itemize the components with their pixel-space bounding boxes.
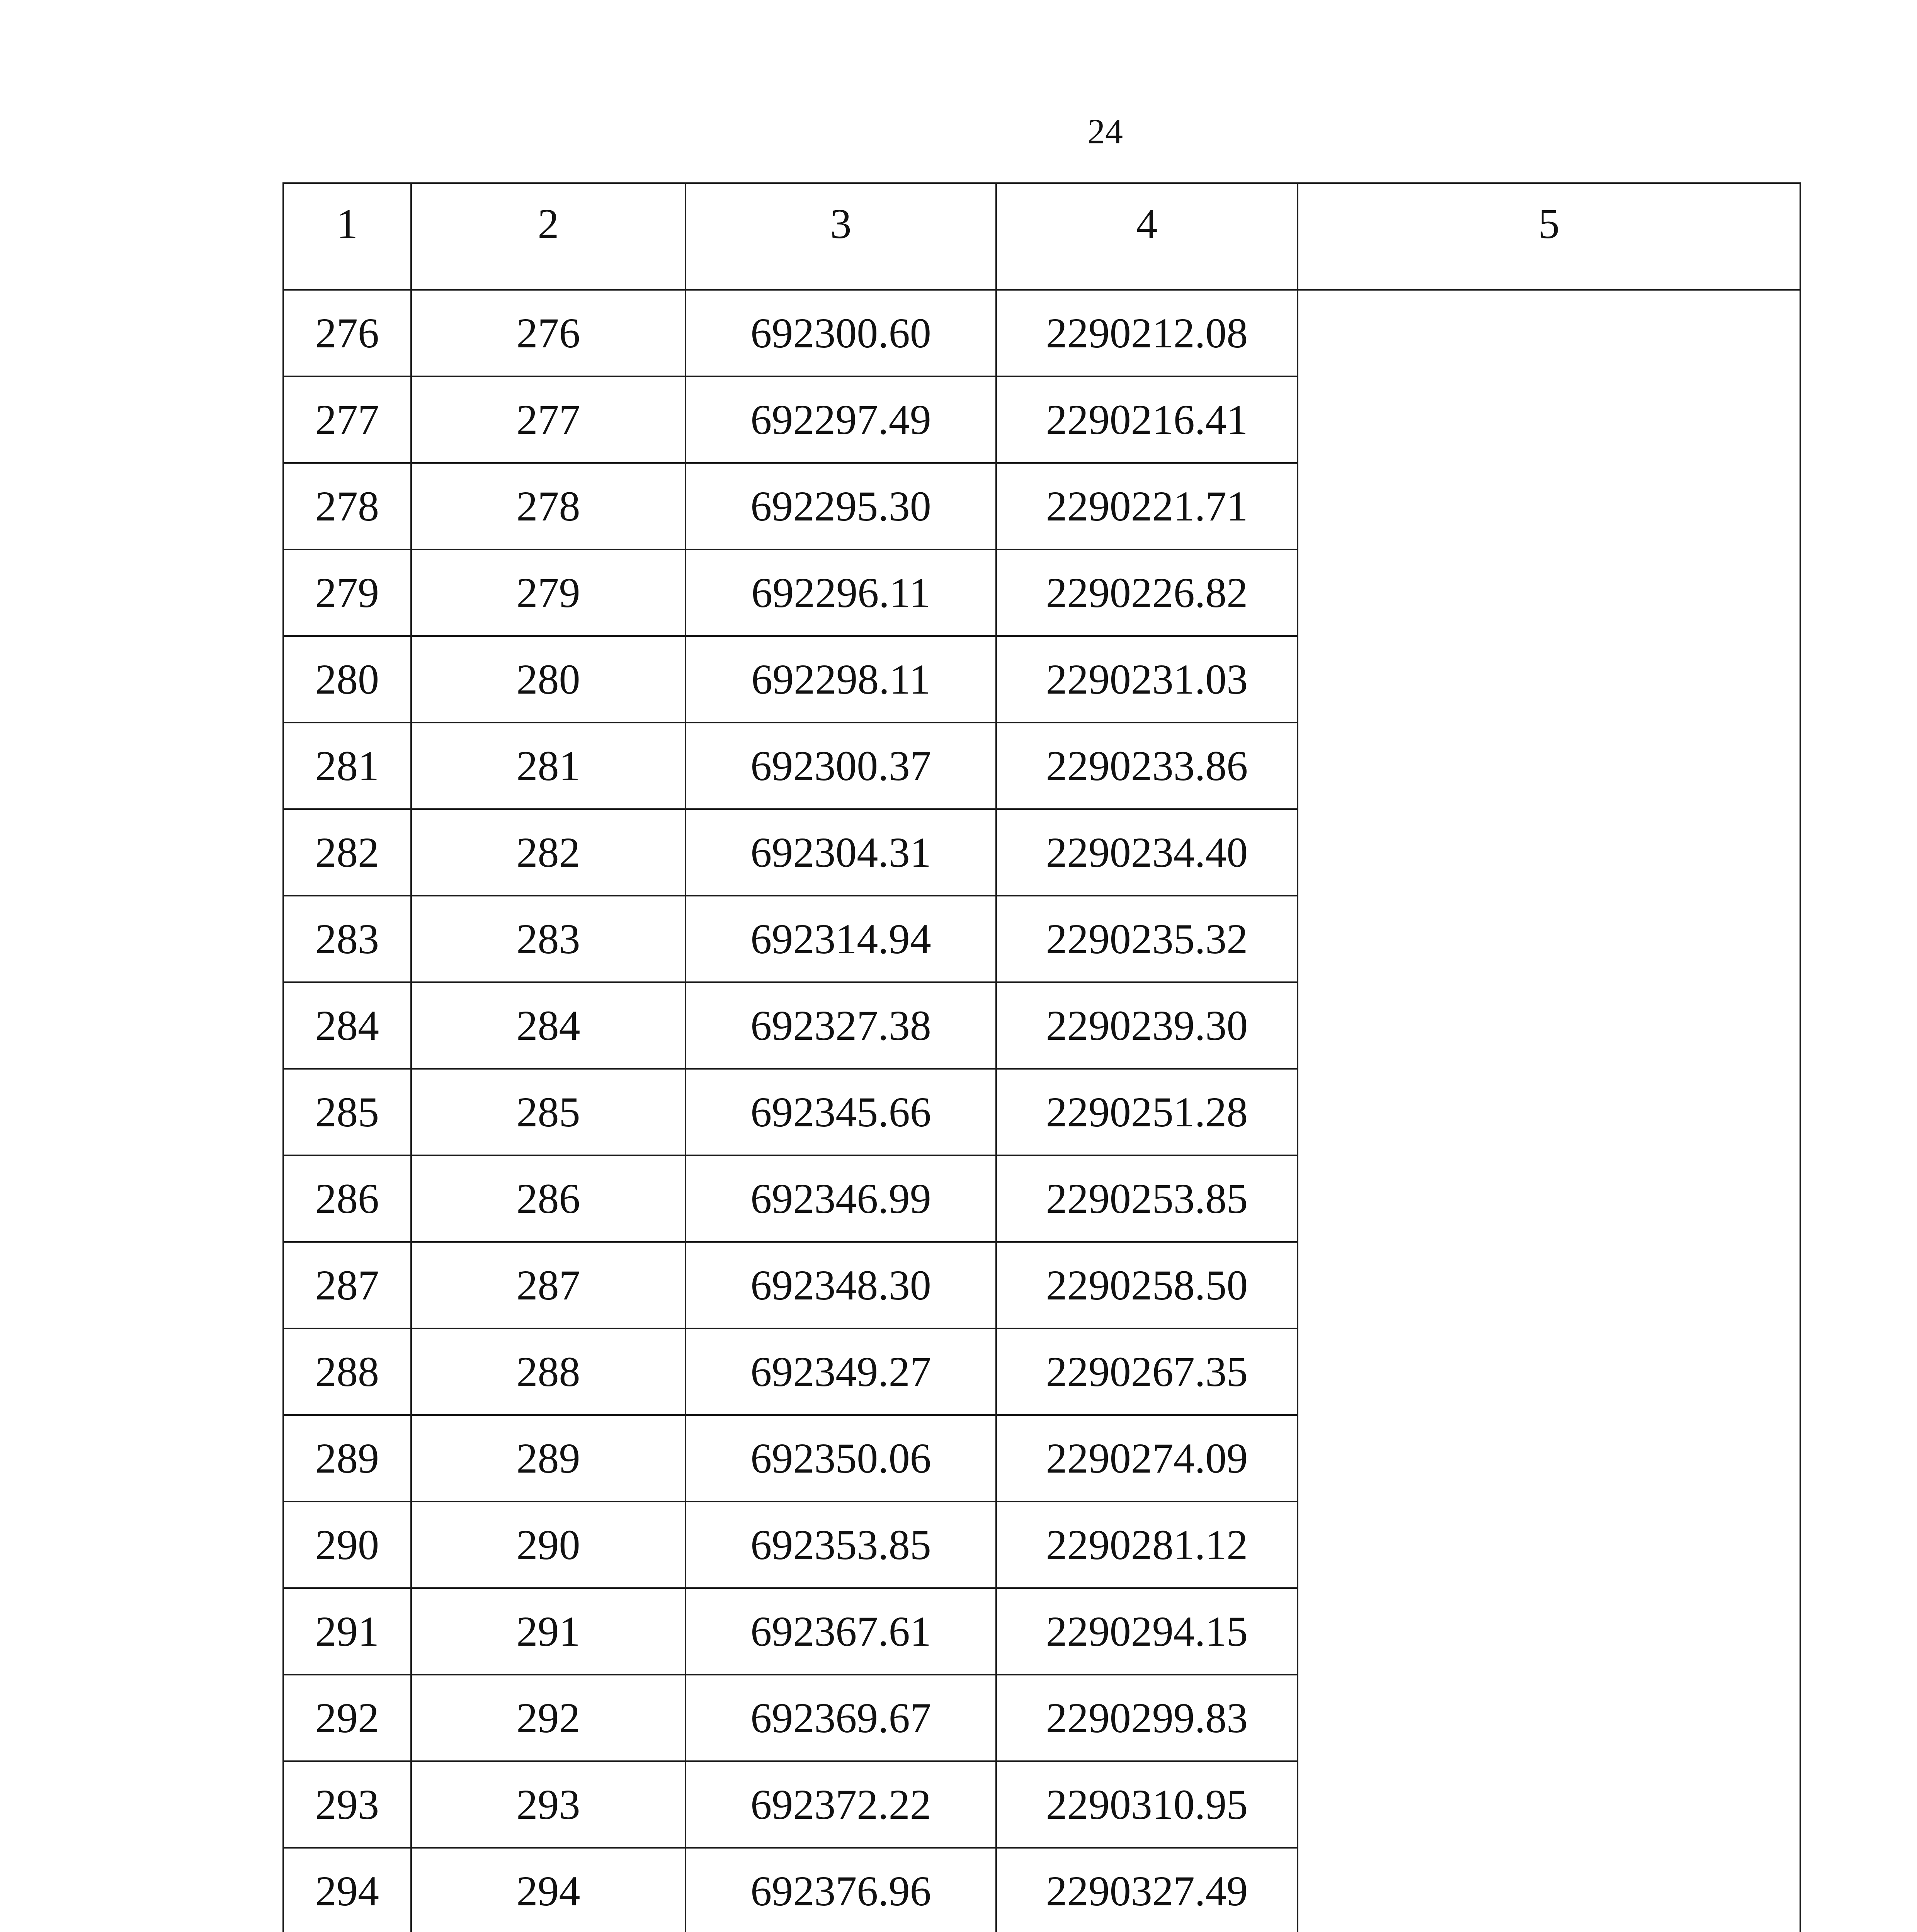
table-cell-col2: 277 [411, 376, 685, 463]
table-cell-col1: 277 [283, 376, 411, 463]
column-header-3: 3 [685, 183, 996, 290]
table-cell-col2: 286 [411, 1155, 685, 1242]
table-cell-col1: 289 [283, 1415, 411, 1502]
table-body [283, 290, 1800, 1932]
table-cell-col4: 2290221.71 [996, 463, 1298, 549]
table-cell-col3: 692327.38 [685, 982, 996, 1069]
table-cell-col4: 2290310.95 [996, 1761, 1298, 1848]
table-cell-col1: 294 [283, 1848, 411, 1932]
table-cell-col4: 2290258.50 [996, 1242, 1298, 1328]
table-cell-col2: 278 [411, 463, 685, 549]
table-cell-col4: 2290235.32 [996, 896, 1298, 982]
table-cell-col2: 281 [411, 723, 685, 809]
table-cell-col4: 2290231.03 [996, 636, 1298, 723]
table-cell-col1: 290 [283, 1502, 411, 1588]
table-cell-col2: 282 [411, 809, 685, 896]
table-cell-col3: 692300.37 [685, 723, 996, 809]
table-cell-col1: 283 [283, 896, 411, 982]
table-cell-col4: 2290274.09 [996, 1415, 1298, 1502]
table-cell-col3: 692296.11 [685, 549, 996, 636]
table-cell-col1: 284 [283, 982, 411, 1069]
table-cell-col3: 692314.94 [685, 896, 996, 982]
table-cell-col2: 285 [411, 1069, 685, 1155]
table-cell-col3: 692297.49 [685, 376, 996, 463]
table-cell-col1: 280 [283, 636, 411, 723]
table-cell-col3: 692367.61 [685, 1588, 996, 1675]
table-cell-col3: 692300.60 [685, 290, 996, 376]
table-cell-col1: 285 [283, 1069, 411, 1155]
table-cell-col4: 2290253.85 [996, 1155, 1298, 1242]
table-row [283, 290, 1800, 376]
table-cell-col3: 692346.99 [685, 1155, 996, 1242]
table-cell-col4: 2290267.35 [996, 1328, 1298, 1415]
table-cell-col4: 2290212.08 [996, 290, 1298, 376]
table-cell-col2: 279 [411, 549, 685, 636]
table-cell-col3: 692348.30 [685, 1242, 996, 1328]
table-cell-col2: 289 [411, 1415, 685, 1502]
table-cell-col4: 2290216.41 [996, 376, 1298, 463]
table-cell-col2: 288 [411, 1328, 685, 1415]
column-header-2: 2 [411, 183, 685, 290]
table-cell-col4: 2290233.86 [996, 723, 1298, 809]
table-cell-col1: 281 [283, 723, 411, 809]
table-cell-col2: 292 [411, 1675, 685, 1761]
table-cell-col4: 2290251.28 [996, 1069, 1298, 1155]
table-cell-col2: 290 [411, 1502, 685, 1588]
table-cell-col1: 276 [283, 290, 411, 376]
table-cell-col3: 692345.66 [685, 1069, 996, 1155]
note-column-cell [1298, 290, 1800, 1932]
table-cell-col4: 2290226.82 [996, 549, 1298, 636]
table-cell-col4: 2290234.40 [996, 809, 1298, 896]
table-cell-col3: 692372.22 [685, 1761, 996, 1848]
table-cell-col1: 292 [283, 1675, 411, 1761]
table-cell-col2: 276 [411, 290, 685, 376]
table-cell-col3: 692295.30 [685, 463, 996, 549]
table-cell-col2: 294 [411, 1848, 685, 1932]
table-header-row [283, 183, 1800, 290]
coordinates-table [282, 182, 1801, 1932]
table-cell-col4: 2290327.49 [996, 1848, 1298, 1932]
table-cell-col1: 291 [283, 1588, 411, 1675]
column-header-1: 1 [283, 183, 411, 290]
table-cell-col1: 288 [283, 1328, 411, 1415]
table-cell-col3: 692350.06 [685, 1415, 996, 1502]
table-cell-col4: 2290281.12 [996, 1502, 1298, 1588]
table-cell-col3: 692376.96 [685, 1848, 996, 1932]
table-cell-col3: 692349.27 [685, 1328, 996, 1415]
table-cell-col4: 2290239.30 [996, 982, 1298, 1069]
table-cell-col3: 692369.67 [685, 1675, 996, 1761]
table-cell-col3: 692298.11 [685, 636, 996, 723]
column-header-4: 4 [996, 183, 1298, 290]
table-cell-col3: 692304.31 [685, 809, 996, 896]
table-cell-col1: 282 [283, 809, 411, 896]
page-number: 24 [1087, 112, 1123, 151]
table-cell-col2: 284 [411, 982, 685, 1069]
table-cell-col1: 286 [283, 1155, 411, 1242]
table-cell-col4: 2290294.15 [996, 1588, 1298, 1675]
table-cell-col2: 280 [411, 636, 685, 723]
table-cell-col1: 287 [283, 1242, 411, 1328]
table-cell-col2: 283 [411, 896, 685, 982]
table-cell-col1: 293 [283, 1761, 411, 1848]
table-cell-col2: 287 [411, 1242, 685, 1328]
table-cell-col3: 692353.85 [685, 1502, 996, 1588]
table-cell-col2: 293 [411, 1761, 685, 1848]
table-cell-col4: 2290299.83 [996, 1675, 1298, 1761]
table-cell-col2: 291 [411, 1588, 685, 1675]
table-cell-col1: 278 [283, 463, 411, 549]
table-cell-col1: 279 [283, 549, 411, 636]
column-header-5: 5 [1298, 183, 1800, 290]
